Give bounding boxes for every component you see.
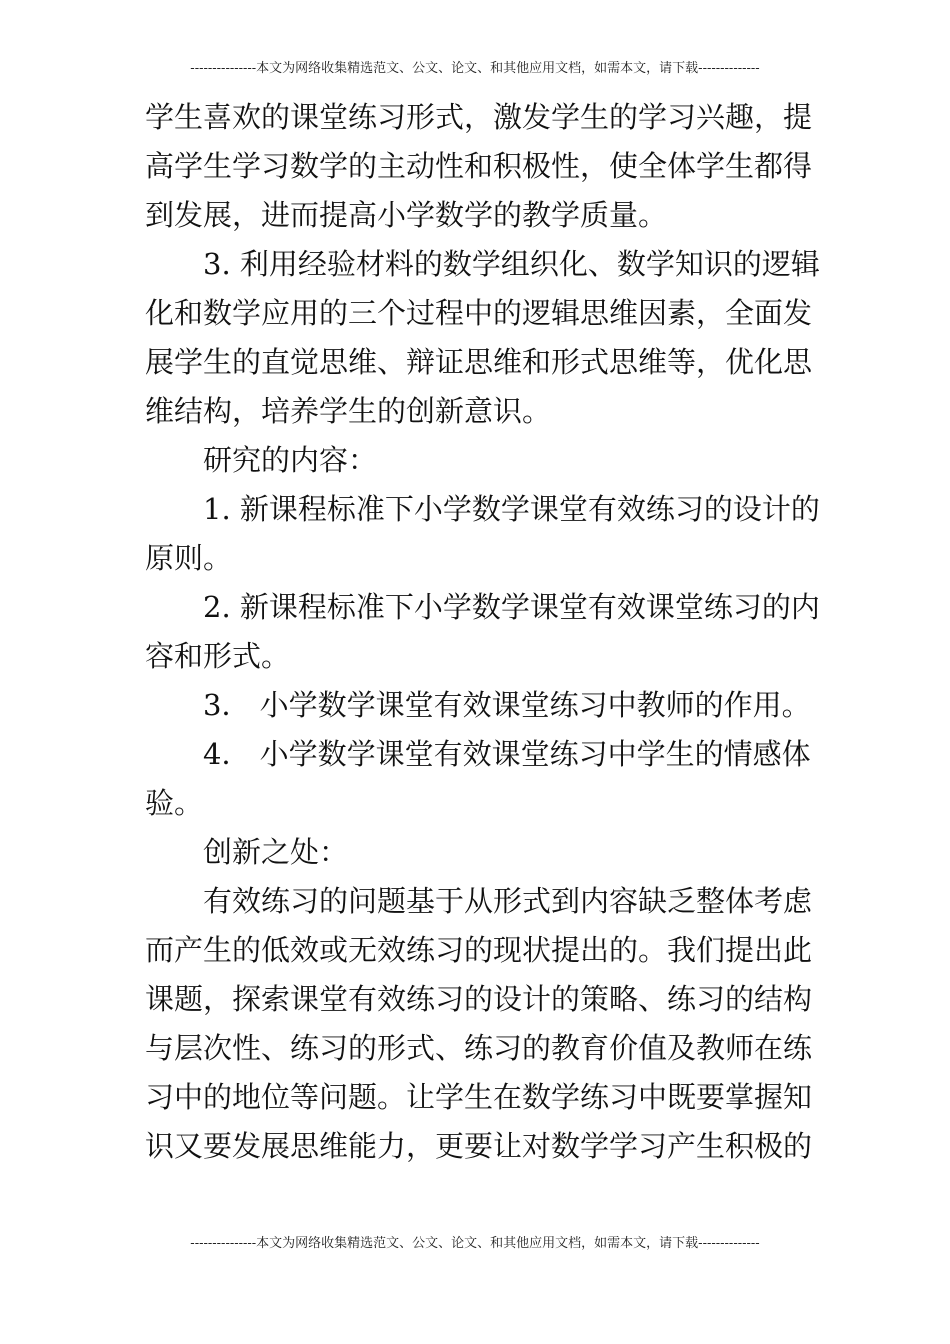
body-line-1: 学生喜欢的课堂练习形式，激发学生的学习兴趣，提 bbox=[145, 100, 813, 134]
body-line-11: 2. 新课程标准下小学数学课堂有效课堂练习的内 bbox=[203, 590, 820, 624]
body-line-22: 识又要发展思维能力，更要让对数学学习产生积极的 bbox=[145, 1129, 813, 1163]
body-line-19: 课题，探索课堂有效练习的设计的策略、练习的结构 bbox=[145, 982, 813, 1016]
body-line-10: 原则。 bbox=[145, 541, 233, 575]
body-line-2: 高学生学习数学的主动性和积极性，使全体学生都得 bbox=[145, 149, 813, 183]
body-line-12: 容和形式。 bbox=[145, 639, 291, 673]
body-line-13: 3． 小学数学课堂有效课堂练习中教师的作用。 bbox=[203, 688, 811, 722]
body-line-9: 1. 新课程标准下小学数学课堂有效练习的设计的 bbox=[203, 492, 820, 526]
document-body bbox=[145, 93, 820, 1171]
body-line-18: 而产生的低效或无效练习的现状提出的。我们提出此 bbox=[145, 933, 813, 967]
body-line-21: 习中的地位等问题。让学生在数学练习中既要掌握知 bbox=[145, 1080, 813, 1114]
body-line-4: 3. 利用经验材料的数学组织化、数学知识的逻辑 bbox=[203, 247, 820, 281]
body-line-3: 到发展，进而提高小学数学的教学质量。 bbox=[145, 198, 668, 232]
body-line-17: 有效练习的问题基于从形式到内容缺乏整体考虑 bbox=[203, 884, 813, 918]
body-line-14: 4． 小学数学课堂有效课堂练习中学生的情感体 bbox=[203, 737, 811, 771]
body-line-15: 验。 bbox=[145, 786, 204, 820]
body-line-6: 展学生的直觉思维、辩证思维和形式思维等，优化思 bbox=[145, 345, 813, 379]
body-line-20: 与层次性、练习的形式、练习的教育价值及教师在练 bbox=[145, 1031, 813, 1065]
page-header: ---------------本文为网络收集精选范文、公文、论文、和其他应用文档，如需本文，请下载-------------- bbox=[190, 61, 760, 76]
section-heading-innovation: 创新之处： bbox=[203, 835, 349, 869]
body-line-5: 化和数学应用的三个过程中的逻辑思维因素，全面发 bbox=[145, 296, 813, 330]
page-footer: ---------------本文为网络收集精选范文、公文、论文、和其他应用文档，如需本文，请下载-------------- bbox=[190, 1236, 760, 1251]
section-heading-research-content: 研究的内容： bbox=[203, 443, 378, 477]
body-line-7: 维结构，培养学生的创新意识。 bbox=[145, 394, 552, 428]
